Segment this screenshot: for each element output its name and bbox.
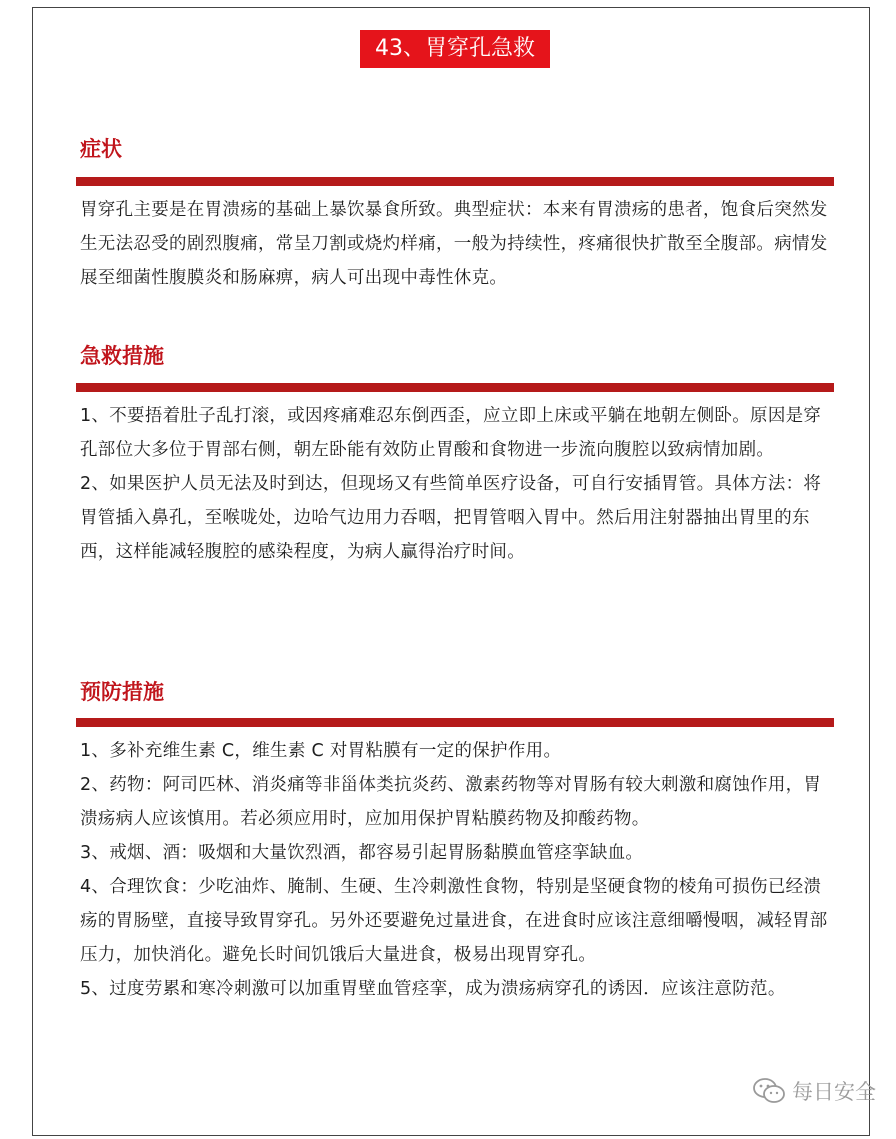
paragraph: 4、合理饮食：少吃油炸、腌制、生硬、生冷刺激性食物，特别是坚硬食物的棱角可损伤已经溃疡的胃肠壁，直接导致胃穿孔。另外还要避免过量进食，在进食时应该注意细嚼慢咽，减轻胃部压力，加快消化。避免长时间饥饿后大量进食，极易出现胃穿孔。 [80,877,828,965]
section-divider-prevention [76,718,834,727]
wechat-icon [752,1077,786,1105]
paragraph: 3、戒烟、酒：吸烟和大量饮烈酒，都容易引起胃肠黏膜血管痉挛缺血。 [80,843,644,863]
section-heading-symptoms: 症状 [80,137,122,161]
watermark [752,1073,896,1109]
watermark-text: 每日安全 [792,1080,876,1104]
paragraph: 5、过度劳累和寒冷刺激可以加重胃壁血管痉挛，成为溃疡病穿孔的诱因．应该注意防范。 [80,979,786,999]
paragraph: 1、不要捂着肚子乱打滚，或因疼痛难忍东倒西歪，应立即上床或平躺在地朝左侧卧。原因是穿孔部位大多位于胃部右侧，朝左卧能有效防止胃酸和食物进一步流向腹腔以致病情加剧。 [80,406,822,460]
section-body-prevention [80,734,832,1006]
page-title: 43、胃穿孔急救 [360,30,550,68]
paragraph: 2、如果医护人员无法及时到达，但现场又有些简单医疗设备，可自行安插胃管。具体方法：将胃管插入鼻孔，至喉咙处，边哈气边用力吞咽，把胃管咽入胃中。然后用注射器抽出胃里的东西，这样能减轻腹腔的感染程度，为病人赢得治疗时间。 [80,474,822,562]
section-divider-symptoms [76,177,834,186]
section-body-first-aid [80,399,832,569]
paragraph: 1、多补充维生素 C，维生素 C 对胃粘膜有一定的保护作用。 [80,741,562,761]
paragraph: 2、药物：阿司匹林、消炎痛等非甾体类抗炎药、激素药物等对胃肠有较大刺激和腐蚀作用，胃溃疡病人应该慎用。若必须应用时，应加用保护胃粘膜药物及抑酸药物。 [80,775,822,829]
section-divider-first-aid [76,383,834,392]
section-heading-prevention: 预防措施 [80,680,164,704]
paragraph: 胃穿孔主要是在胃溃疡的基础上暴饮暴食所致。典型症状：本来有胃溃疡的患者，饱食后突然发生无法忍受的剧烈腹痛，常呈刀割或烧灼样痛，一般为持续性，疼痛很快扩散至全腹部。病情发展至细菌性腹膜炎和肠麻痹，病人可出现中毒性休克。 [80,200,828,288]
section-body-symptoms [80,193,832,295]
section-heading-first-aid: 急救措施 [80,344,164,368]
